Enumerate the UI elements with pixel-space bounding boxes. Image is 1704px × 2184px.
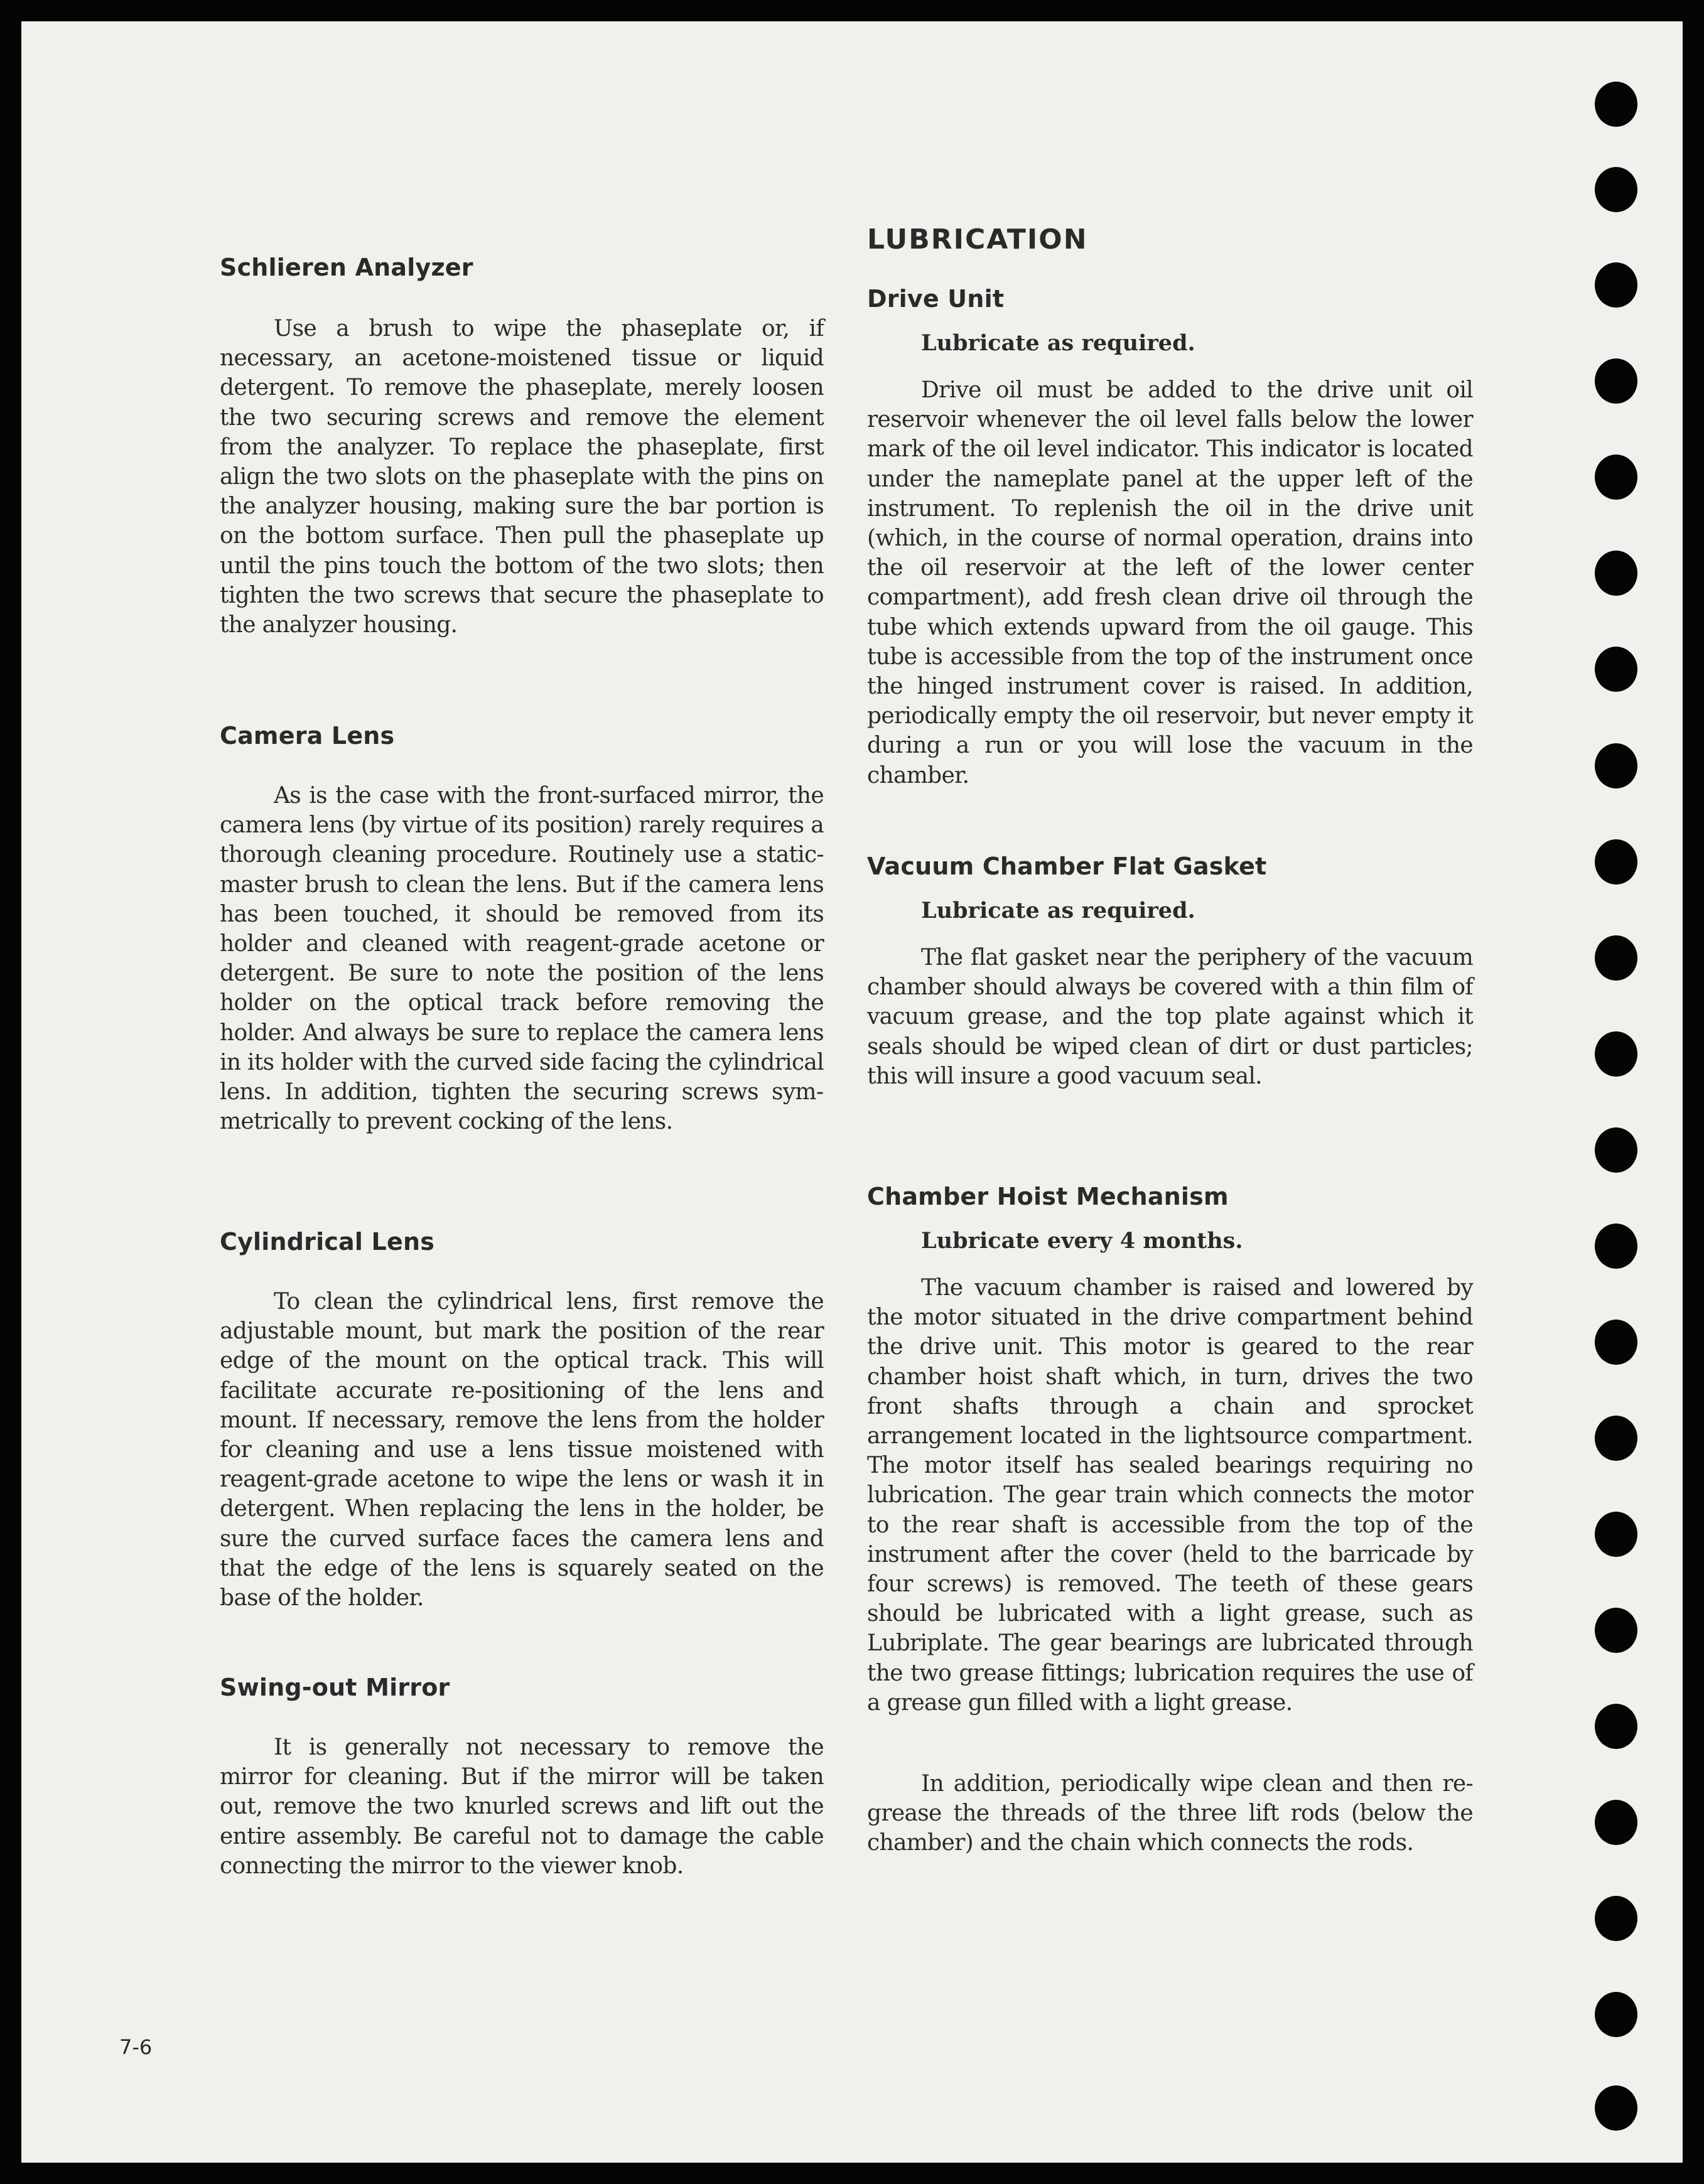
- subheading-drive-unit: Lubricate as required.: [921, 330, 1195, 356]
- manual-page: [21, 21, 1683, 2163]
- binder-hole: [1595, 1320, 1637, 1365]
- binder-hole: [1595, 455, 1637, 500]
- binder-hole: [1595, 167, 1637, 212]
- section-heading-cylindrical-lens: Cylindrical Lens: [220, 1228, 435, 1256]
- binder-hole: [1595, 1031, 1637, 1077]
- paragraph-vacuum-chamber-flat-gasket: The flat gasket near the periphery of the vacuum chamber should always be covered with a thin film of vacuum grease, and the top plate against which it seals should be wiped clean of dirt or dust particles; this will insure a good vacuum seal.: [867, 945, 1473, 1089]
- paragraph-cylindrical-lens: To clean the cylindrical lens, first remove the adjustable mount, but mark the position of the rear edge of the mount on the optical track. This will facilitate accurate re-positioning of the lens and mount. If necessary, remove the lens from the holder for cleaning and use a lens tissue moistened with reagent-grade acetone to wipe the lens or wash it in detergent. When replacing the lens in the holder, be sure the curved surface faces the camera lens and that the edge of the lens is squarely seated on the base of the holder.: [220, 1289, 824, 1611]
- subheading-chamber-hoist-mechanism: Lubricate every 4 months.: [921, 1228, 1243, 1254]
- lubrication-title: LUBRICATION: [867, 223, 1088, 256]
- binder-hole: [1595, 1416, 1637, 1461]
- section-heading-vacuum-chamber-flat-gasket: Vacuum Chamber Flat Gasket: [867, 853, 1267, 880]
- binder-hole: [1595, 1224, 1637, 1269]
- paragraph-chamber-hoist-mechanism-2: In addition, periodically wipe clean and then re-grease the threads of the three lift rods (below the chamber) and the chain which connects the rods.: [867, 1771, 1473, 1856]
- section-heading-schlieren-analyzer: Schlieren Analyzer: [220, 254, 473, 281]
- binder-hole: [1595, 1608, 1637, 1653]
- section-heading-chamber-hoist-mechanism: Chamber Hoist Mechanism: [867, 1183, 1229, 1210]
- binder-hole: [1595, 1127, 1637, 1173]
- binder-hole: [1595, 262, 1637, 308]
- paragraph-swing-out-mirror: It is generally not necessary to remove the mirror for cleaning. But if the mirror will be taken out, remove the two knurled screws and lift out the entire assembly. Be careful not to damage the cable connecting the mirror to the viewer knob.: [220, 1735, 824, 1879]
- subheading-vacuum-chamber-flat-gasket: Lubricate as required.: [921, 898, 1195, 923]
- binder-hole: [1595, 1704, 1637, 1749]
- page-number: 7-6: [119, 2035, 153, 2059]
- binder-hole: [1595, 358, 1637, 404]
- paragraph-camera-lens: As is the case with the front-surfaced mirror, the camera lens (by virtue of its position) rarely requires a thorough cleaning procedure. Routinely use a static-master brush to clean the lens. But if the camera lens has been touched, it should be removed from its holder and cleaned with reagent-grade acetone or detergent. Be sure to note the position of the lens holder on the optical track before removing the holder. And always be sure to replace the camera lens in its holder with the curved side facing the cylindrical lens. In addition, tighten the securing screws symmetrically to prevent cocking of the lens.: [220, 783, 824, 1135]
- binder-hole: [1595, 1992, 1637, 2037]
- binder-hole: [1595, 82, 1637, 127]
- section-heading-drive-unit: Drive Unit: [867, 285, 1005, 313]
- binder-hole: [1595, 551, 1637, 596]
- binder-hole: [1595, 2085, 1637, 2131]
- binder-hole: [1595, 935, 1637, 981]
- section-heading-camera-lens: Camera Lens: [220, 722, 395, 750]
- binder-hole: [1595, 743, 1637, 788]
- binder-hole: [1595, 1896, 1637, 1941]
- paragraph-drive-unit: Drive oil must be added to the drive unit oil reservoir whenever the oil level falls below the lower mark of the oil level indicator. This indicator is located under the nameplate panel at the upper left of the instrument. To replenish the oil in the drive unit (which, in the course of normal operation, drains into the oil reservoir at the left of the lower center compartment), add fresh clean drive oil through the tube which extends upward from the oil gauge. This tube is accessible from the top of the instrument once the hinged instrument cover is raised. In addition, periodically empty the oil reservoir, but never empty it during a run or you will lose the vacuum in the chamber.: [867, 377, 1473, 788]
- binder-hole: [1595, 1800, 1637, 1845]
- paragraph-schlieren-analyzer: Use a brush to wipe the phaseplate or, if necessary, an acetone-moistened tissue or liquid detergent. To remove the phaseplate, merely loosen the two securing screws and remove the element from the analyzer. To replace the phaseplate, first align the two slots on the phaseplate with the pins on the analyzer housing, making sure the bar portion is on the bottom surface. Then pull the phaseplate up until the pins touch the bottom of the two slots; then tighten the two screws that secure the phaseplate to the analyzer housing.: [220, 316, 824, 638]
- section-heading-swing-out-mirror: Swing-out Mirror: [220, 1674, 450, 1701]
- binder-hole: [1595, 839, 1637, 885]
- paragraph-chamber-hoist-mechanism-1: The vacuum chamber is raised and lowered by the motor situated in the drive compartment behind the drive unit. This motor is geared to the rear chamber hoist shaft which, in turn, drives the two front shafts through a chain and sprocket arrangement located in the lightsource compartment. The motor itself has sealed bearings requiring no lubrication. The gear train which connects the motor to the rear shaft is accessible from the top of the instrument after the cover (held to the barricade by four screws) is removed. The teeth of these gears should be lubricated with a light grease, such as Lubriplate. The gear bearings are lubricated through the two grease fittings; lubrication requires the use of a grease gun filled with a light grease.: [867, 1275, 1473, 1716]
- binder-hole: [1595, 1512, 1637, 1557]
- binder-hole: [1595, 647, 1637, 692]
